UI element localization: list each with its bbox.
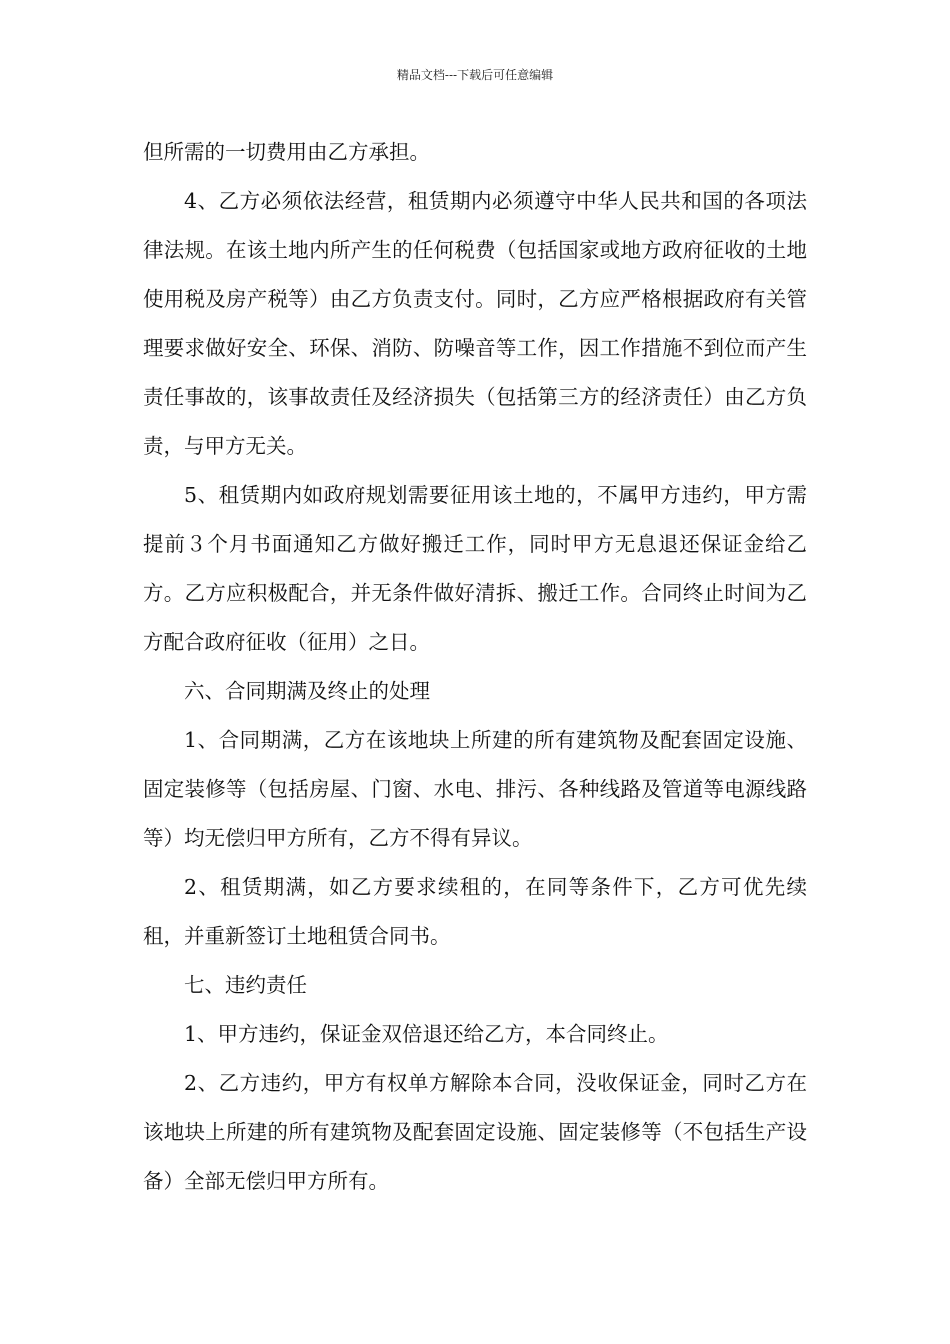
paragraph: 1、合同期满，乙方在该地块上所建的所有建筑物及配套固定设施、固定装修等（包括房屋、门窗、水电、排污、各种线路及管道等电源线路等）均无偿归甲方所有，乙方不得有异议。 [143,728,807,850]
section-heading: 七、违约责任 [184,973,307,997]
paragraph: 4、乙方必须依法经营，租赁期内必须遵守中华人民共和国的各项法律法规。在该土地内所产生的任何税费（包括国家或地方政府征收的土地使用税及房产税等）由乙方负责支付。同时，乙方应严格根据政府有关管理要求做好安全、环保、消防、防噪音等工作，因工作措施不到位而产生责任事故的，该事故责任及经济损失（包括第三方的经济责任）由乙方负责，与甲方无关。 [143,189,807,458]
section-heading: 六、合同期满及终止的处理 [184,679,430,703]
page-header: 精品文档---下载后可任意编辑 [396,68,554,82]
paragraph: 2、租赁期满，如乙方要求续租的，在同等条件下，乙方可优先续租，并重新签订土地租赁合同书。 [143,875,807,948]
paragraph: 1、甲方违约，保证金双倍退还给乙方，本合同终止。 [184,1022,669,1046]
document-body [143,128,807,1206]
paragraph: 5、租赁期内如政府规划需要征用该土地的，不属甲方违约，甲方需提前３个月书面通知乙方做好搬迁工作，同时甲方无息退还保证金给乙方。乙方应积极配合，并无条件做好清拆、搬迁工作。合同终止时间为乙方配合政府征收（征用）之日。 [143,483,807,654]
paragraph: 2、乙方违约，甲方有权单方解除本合同，没收保证金，同时乙方在该地块上所建的所有建筑物及配套固定设施、固定装修等（不包括生产设备）全部无偿归甲方所有。 [143,1071,807,1193]
paragraph: 但所需的一切费用由乙方承担。 [143,140,430,164]
